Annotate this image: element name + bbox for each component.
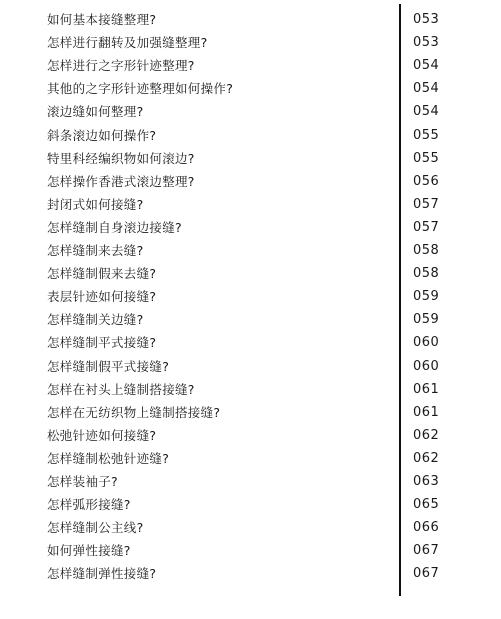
toc-entry-page-number: 059 <box>413 289 440 305</box>
toc-entry <box>0 77 501 100</box>
toc-entry-page-number: 061 <box>413 404 440 420</box>
toc-entry-title: 松弛针迹如何接缝? <box>47 427 157 443</box>
toc-entry-page-number: 062 <box>413 450 440 466</box>
toc-entry <box>0 424 501 447</box>
toc-entry <box>0 216 501 239</box>
toc-entry <box>0 355 501 378</box>
toc-entry-title: 怎样弧形接缝? <box>47 497 131 513</box>
toc-entry <box>0 285 501 308</box>
toc-entry <box>0 401 501 424</box>
toc-entry <box>0 239 501 262</box>
toc-entry-page-number: 061 <box>413 381 440 397</box>
toc-entry-title: 怎样装袖子? <box>47 474 118 489</box>
toc-entry <box>0 193 501 216</box>
toc-entry <box>0 539 501 562</box>
toc-entry <box>0 170 501 193</box>
toc-entry-title: 怎样进行之字形针迹整理? <box>47 58 195 74</box>
toc-entry <box>0 470 501 493</box>
toc-entry-title: 怎样缝制公主线? <box>47 520 144 536</box>
toc-entry-title: 怎样在衬头上缝制搭接缝? <box>47 381 195 397</box>
toc-entry <box>0 331 501 354</box>
toc-entry-page-number: 062 <box>413 427 440 443</box>
toc-entry-page-number: 057 <box>413 196 440 212</box>
toc-entry-title: 怎样缝制关边缝? <box>47 312 144 328</box>
toc-entry-page-number: 056 <box>413 173 440 189</box>
toc-entry-page-number: 058 <box>413 266 440 282</box>
toc-entry-title: 怎样缝制来去缝? <box>47 243 144 258</box>
toc-entry-page-number: 055 <box>413 127 440 143</box>
toc-entry <box>0 262 501 285</box>
toc-entry-page-number: 066 <box>413 520 440 536</box>
toc-entry-page-number: 067 <box>413 543 440 559</box>
toc-entry-title: 如何基本接缝整理? <box>47 12 157 27</box>
toc-entry-page-number: 067 <box>413 566 440 582</box>
toc-entry-page-number: 054 <box>413 58 440 74</box>
toc-entry <box>0 516 501 539</box>
toc-entry-title: 怎样操作香港式滚边整理? <box>47 173 195 189</box>
toc-entry-title: 怎样缝制平式接缝? <box>47 335 157 351</box>
toc-entry-title: 斜条滚边如何操作? <box>47 127 157 143</box>
toc-entry-title: 怎样缝制松弛针迹缝? <box>47 450 170 466</box>
toc-entry <box>0 147 501 170</box>
toc-entry <box>0 31 501 54</box>
toc-entry-page-number: 063 <box>413 474 440 489</box>
toc-entry-title: 其他的之字形针迹整理如何操作? <box>47 81 234 97</box>
toc-entry <box>0 124 501 147</box>
toc-entry-page-number: 060 <box>413 358 440 374</box>
toc-entry-title: 表层针迹如何接缝? <box>47 289 157 305</box>
toc-entry <box>0 493 501 516</box>
toc-entry <box>0 308 501 331</box>
toc-entry-title: 怎样缝制弹性接缝? <box>47 566 157 582</box>
toc-entry-page-number: 055 <box>413 150 440 166</box>
toc-entry-title: 怎样缝制假平式接缝? <box>47 358 170 374</box>
toc-entry-page-number: 054 <box>413 104 440 120</box>
toc-entry-page-number: 058 <box>413 243 440 258</box>
toc-entry-page-number: 059 <box>413 312 440 328</box>
toc-entry-title: 怎样缝制假来去缝? <box>47 266 157 282</box>
toc-entry-title: 如何弹性接缝? <box>47 543 131 559</box>
toc-entry-page-number: 053 <box>413 35 440 51</box>
toc-entry <box>0 562 501 585</box>
toc-entry-page-number: 060 <box>413 335 440 351</box>
toc-entry-page-number: 054 <box>413 81 440 97</box>
toc-entry-page-number: 065 <box>413 497 440 513</box>
toc-entry-title: 怎样进行翻转及加强缝整理? <box>47 35 208 51</box>
toc-entry <box>0 8 501 31</box>
toc-entry <box>0 54 501 77</box>
toc-entry-title: 封闭式如何接缝? <box>47 196 144 212</box>
toc-entry-title: 怎样缝制自身滚边接缝? <box>47 219 182 235</box>
toc-entry-page-number: 053 <box>413 12 440 27</box>
toc-entry-title: 滚边缝如何整理? <box>47 104 144 120</box>
toc-entry-page-number: 057 <box>413 219 440 235</box>
toc-entry <box>0 447 501 470</box>
toc-entry <box>0 100 501 123</box>
toc-entry <box>0 378 501 401</box>
toc-entry-title: 怎样在无纺织物上缝制搭接缝? <box>47 404 221 420</box>
toc-entry-title: 特里科经编织物如何滚边? <box>47 150 195 166</box>
